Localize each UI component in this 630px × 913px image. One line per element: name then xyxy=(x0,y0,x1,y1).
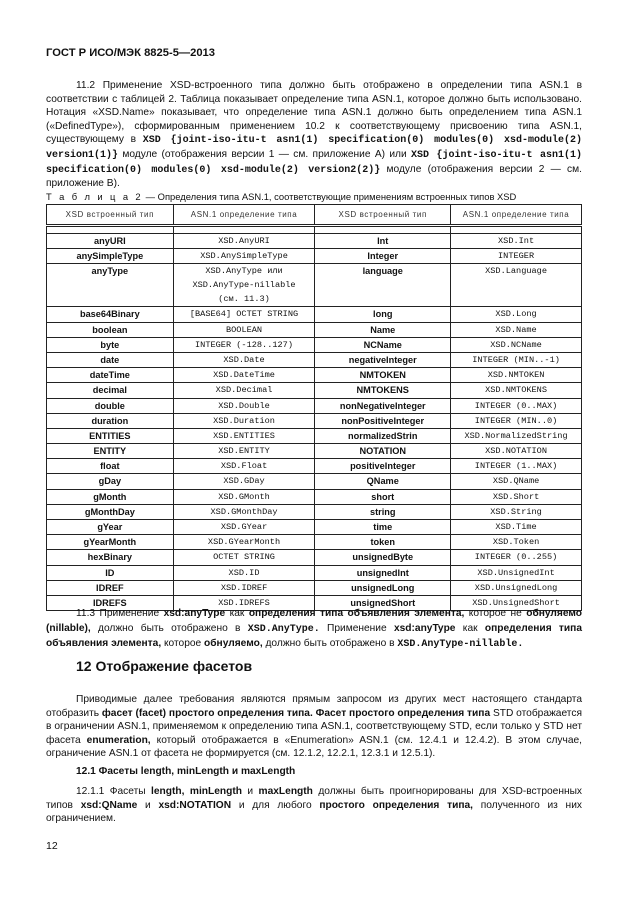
cell-line: unsignedByte xyxy=(352,552,414,563)
xsd-type-cell xyxy=(47,459,174,474)
cell-line: ENTITIES xyxy=(89,430,131,441)
xsd-type-cell xyxy=(47,489,174,504)
asn1-definition-cell xyxy=(451,489,582,504)
asn1-definition-cell xyxy=(173,398,315,413)
xsd-type-cell xyxy=(315,504,451,519)
document-header: ГОСТ Р ИСО/МЭК 8825-5—2013 xyxy=(46,47,215,59)
column-header: ASN.1 определение типа xyxy=(451,205,582,226)
cell-line: INTEGER xyxy=(498,251,535,262)
cell-line: XSD.Token xyxy=(492,537,540,548)
xsd-type-cell xyxy=(47,535,174,550)
asn1-definition-cell xyxy=(173,489,315,504)
subsection-heading: 12.1 Фасеты length, minLength и maxLength xyxy=(76,766,296,777)
asn1-definition-cell xyxy=(451,352,582,367)
asn1-definition-cell xyxy=(451,520,582,535)
cell-line: Integer xyxy=(367,251,399,262)
cell-line: XSD.NormalizedString xyxy=(464,430,568,441)
asn1-definition-cell xyxy=(451,307,582,322)
table-row xyxy=(47,474,582,489)
paragraph-12-intro: Приводимые далее требования являются прямым запросом из других мест настоящего стандарта отобразить фасет (facet) простого определения типа. Фасет простого определения типа STD отображается в ограничении ASN.1, применяемом к определению типа ASN.1, соответствующему STD, если только у STD нет фасета enumeration, который отображается в «Enumeration» ASN.1 (см. 12.4.1 и 12.4.2). В этом случае, ограничение ASN.1 от фасета не формируется (см. 12.1.2, 12.2.1, 12.3.1 и 12.5.1). xyxy=(46,694,582,760)
xsd-type-cell xyxy=(47,383,174,398)
asn1-definition-cell xyxy=(173,428,315,443)
cell-line: Name xyxy=(370,324,396,335)
xsd-type-cell xyxy=(315,383,451,398)
cell-line: XSD.UnsignedInt xyxy=(477,567,555,578)
table-row xyxy=(47,580,582,595)
cell-line: XSD.ENTITIES xyxy=(213,430,275,441)
cell-line: ID xyxy=(105,567,115,578)
table-row xyxy=(47,352,582,367)
xsd-type-cell xyxy=(47,580,174,595)
asn1-definition-cell xyxy=(451,474,582,489)
cell-line: short xyxy=(371,491,395,502)
xsd-type-cell xyxy=(47,444,174,459)
cell-line: date xyxy=(100,354,120,365)
table-row xyxy=(47,565,582,580)
xsd-type-cell xyxy=(315,474,451,489)
cell-line: base64Binary xyxy=(79,309,140,320)
cell-line: string xyxy=(369,506,396,517)
cell-line: XSD.AnyType или xyxy=(205,266,283,277)
xsd-type-cell xyxy=(315,368,451,383)
cell-line: BOOLEAN xyxy=(225,324,263,335)
asn1-definition-cell xyxy=(451,337,582,352)
cell-line: NOTATION xyxy=(359,446,407,457)
asn1-definition-cell xyxy=(173,474,315,489)
cell-line: XSD.UnsignedLong xyxy=(474,582,558,593)
xsd-type-cell xyxy=(315,550,451,565)
asn1-definition-cell xyxy=(173,249,315,264)
cell-line: XSD.GMonthDay xyxy=(210,506,278,517)
xsd-type-cell xyxy=(47,550,174,565)
cell-line: dateTime xyxy=(89,370,130,381)
asn1-definition-cell xyxy=(173,352,315,367)
cell-line: XSD.Name xyxy=(495,324,537,335)
table-row xyxy=(47,234,582,249)
table-row xyxy=(47,504,582,519)
table-row xyxy=(47,264,582,307)
cell-line: nonPositiveInteger xyxy=(341,415,425,426)
paragraph-11-2: 11.2 Применение XSD-встроенного типа должно быть отображено в определении типа ASN.1 в соответствии с таблицей 2. Таблица показывает определение типа ASN.1, которое должно быть использовано. Нотация «XSD.Name» показывает, что определение типа ASN.1 должно быть определением типа ASN.1 («DefinedType»), сформированным применением 10.2 к соответствующему присвоению типа ASN.1, существующему в XSD {joint-iso-itu-t asn1(1) specification(0) modules(0) xsd-module(2) version1(1)} модуле (отображения версии 1 — см. приложение А) или XSD {joint-iso-itu-t asn1(1) specification(0) modules(0) xsd-module(2) version2(2)} модуле (отображения версии 2 — см. приложение В). xyxy=(46,80,582,190)
asn1-definition-cell xyxy=(451,398,582,413)
asn1-definition-cell xyxy=(173,234,315,249)
cell-line: INTEGER (1..MAX) xyxy=(474,461,558,472)
asn1-definition-cell xyxy=(451,322,582,337)
paragraph-12-1-1: 12.1.1 Фасеты length, minLength и maxLength должны быть проигнорированы для XSD-встроенных типов xsd:QName и xsd:NOTATION и для любого простого определения типа, полученного из них ограничением. xyxy=(46,786,582,825)
xsd-type-cell xyxy=(315,322,451,337)
cell-line: token xyxy=(370,537,395,548)
table-row xyxy=(47,368,582,383)
xsd-type-cell xyxy=(315,459,451,474)
xsd-type-cell xyxy=(315,565,451,580)
paragraph-11-3: 11.3 Применение xsd:anyType как определения типа объявления элемента, которое не обнуляемо (nillable), должно быть отображено в XSD.AnyType. Применение xsd:anyType как определения типа объявления элемента, которое обнуляемо, должно быть отображено в XSD.AnyType-nillable. xyxy=(46,608,582,650)
cell-line: anyType xyxy=(91,266,129,277)
xsd-type-cell xyxy=(47,337,174,352)
xsd-type-cell xyxy=(47,307,174,322)
xsd-type-cell xyxy=(315,264,451,307)
page-number: 12 xyxy=(46,840,58,852)
cell-line: gMonth xyxy=(93,491,127,502)
cell-line: XSD.String xyxy=(490,506,542,517)
cell-line: OCTET STRING xyxy=(213,552,275,563)
cell-line: long xyxy=(373,309,393,320)
table-row xyxy=(47,520,582,535)
cell-line: XSD.Double xyxy=(218,400,270,411)
cell-line: XSD.IDREFS xyxy=(218,597,270,608)
cell-line: XSD.NCName xyxy=(490,339,542,350)
cell-line: gYear xyxy=(97,522,123,532)
cell-line: XSD.GDay xyxy=(223,476,265,487)
asn1-definition-cell xyxy=(173,504,315,519)
table-row xyxy=(47,459,582,474)
xsd-type-cell xyxy=(315,249,451,264)
asn1-definition-cell xyxy=(173,337,315,352)
xsd-type-cell xyxy=(315,428,451,443)
cell-line: negativeInteger xyxy=(348,354,417,365)
cell-line: XSD.Decimal xyxy=(215,385,273,396)
asn1-definition-cell xyxy=(451,234,582,249)
cell-line: NMTOKEN xyxy=(359,370,406,381)
cell-line: NCName xyxy=(363,339,402,350)
cell-line: anySimpleType xyxy=(76,251,144,262)
table-spacer-row xyxy=(47,226,582,234)
cell-line: XSD.Date xyxy=(223,354,265,365)
cell-line: XSD.DateTime xyxy=(213,370,275,381)
xsd-type-cell xyxy=(47,234,174,249)
asn1-definition-cell xyxy=(451,459,582,474)
cell-line: XSD.Language xyxy=(485,266,547,277)
table-row xyxy=(47,249,582,264)
cell-line: positiveInteger xyxy=(350,461,416,472)
cell-line: IDREF xyxy=(96,582,124,593)
asn1-definition-cell xyxy=(451,413,582,428)
cell-line: XSD.GMonth xyxy=(218,491,270,502)
cell-line: duration xyxy=(91,415,129,426)
cell-line: XSD.GYearMonth xyxy=(207,537,281,548)
xsd-type-cell xyxy=(47,413,174,428)
cell-line: INTEGER (0..MAX) xyxy=(474,400,558,411)
asn1-definition-cell xyxy=(451,264,582,307)
xsd-type-cell xyxy=(47,264,174,307)
xsd-type-cell xyxy=(315,520,451,535)
xsd-type-cell xyxy=(315,234,451,249)
cell-line: XSD.QName xyxy=(492,476,540,487)
cell-line: XSD.AnyType-nillable xyxy=(192,280,296,291)
cell-line: float xyxy=(100,461,120,472)
asn1-definition-cell xyxy=(451,550,582,565)
asn1-definition-cell xyxy=(173,459,315,474)
table-row xyxy=(47,428,582,443)
cell-line: double xyxy=(94,400,125,411)
xsd-type-cell xyxy=(47,249,174,264)
cell-line: XSD.NMTOKENS xyxy=(485,385,547,396)
xsd-type-cell xyxy=(315,444,451,459)
xsd-type-cell xyxy=(315,580,451,595)
table-row xyxy=(47,489,582,504)
cell-line: IDREFS xyxy=(92,597,127,608)
cell-line: XSD.Duration xyxy=(213,415,275,426)
cell-line: normalizedStrin xyxy=(348,430,418,441)
cell-line: gMonthDay xyxy=(84,506,135,517)
table-row xyxy=(47,444,582,459)
cell-line: XSD.GYear xyxy=(220,522,268,532)
cell-line: byte xyxy=(100,339,120,350)
xsd-type-cell xyxy=(315,337,451,352)
cell-line: unsignedLong xyxy=(351,582,415,593)
cell-line: (см. 11.3) xyxy=(218,294,270,305)
table-row xyxy=(47,398,582,413)
asn1-definition-cell xyxy=(173,322,315,337)
table-row xyxy=(47,337,582,352)
table-row xyxy=(47,307,582,322)
cell-line: boolean xyxy=(92,324,128,335)
asn1-definition-cell xyxy=(451,444,582,459)
xsd-type-cell xyxy=(47,398,174,413)
xsd-type-cell xyxy=(315,413,451,428)
table-header-row xyxy=(47,205,582,226)
table-caption: Т а б л и ц а 2 — Определения типа ASN.1, соответствующие применениям встроенных типов XSD xyxy=(46,191,517,202)
table-row xyxy=(47,322,582,337)
cell-line: ENTITY xyxy=(93,446,127,457)
xsd-type-cell xyxy=(47,428,174,443)
asn1-definition-cell xyxy=(451,580,582,595)
cell-line: QName xyxy=(366,476,399,487)
cell-line: XSD.Time xyxy=(495,522,537,532)
asn1-definition-cell xyxy=(173,264,315,307)
xsd-type-cell xyxy=(47,368,174,383)
cell-line: hexBinary xyxy=(87,552,133,563)
xsd-type-cell xyxy=(315,398,451,413)
xsd-type-cell xyxy=(315,535,451,550)
cell-line: language xyxy=(362,266,403,277)
asn1-definition-cell xyxy=(173,444,315,459)
cell-line: unsignedShort xyxy=(350,597,416,608)
cell-line: gYearMonth xyxy=(83,537,137,548)
xsd-type-cell xyxy=(47,474,174,489)
asn1-definition-cell xyxy=(173,565,315,580)
xsd-type-cell xyxy=(315,489,451,504)
cell-line: XSD.Float xyxy=(220,461,268,472)
asn1-definition-cell xyxy=(173,535,315,550)
cell-line: unsignedInt xyxy=(356,567,409,578)
xsd-type-cell xyxy=(47,322,174,337)
cell-line: INTEGER (-128..127) xyxy=(195,339,294,350)
cell-line: Int xyxy=(377,236,389,246)
table-row xyxy=(47,550,582,565)
table-row xyxy=(47,413,582,428)
cell-line: XSD.NMTOKEN xyxy=(487,370,545,381)
cell-line: XSD.Int xyxy=(498,236,535,246)
asn1-definition-cell xyxy=(173,383,315,398)
cell-line: XSD.NOTATION xyxy=(485,446,547,457)
xsd-type-cell xyxy=(315,307,451,322)
cell-line: INTEGER (0..255) xyxy=(474,552,558,563)
column-header: XSD встроенный тип xyxy=(47,205,174,226)
cell-line: XSD.ENTITY xyxy=(218,446,270,457)
cell-line: anyURI xyxy=(94,236,126,246)
asn1-definition-cell xyxy=(173,550,315,565)
cell-line: decimal xyxy=(92,385,127,396)
asn1-definition-cell xyxy=(451,368,582,383)
xsd-type-cell xyxy=(47,565,174,580)
table-row xyxy=(47,535,582,550)
cell-line: time xyxy=(373,522,393,532)
xsd-type-cell xyxy=(47,352,174,367)
cell-line: gDay xyxy=(98,476,122,487)
column-header: ASN.1 определение типа xyxy=(173,205,315,226)
asn1-definition-cell xyxy=(173,580,315,595)
cell-line: [BASE64] OCTET STRING xyxy=(189,309,299,320)
asn1-definition-cell xyxy=(451,249,582,264)
cell-line: XSD.Long xyxy=(495,309,537,320)
asn1-definition-cell xyxy=(173,307,315,322)
cell-line: XSD.ID xyxy=(228,567,260,578)
column-header: XSD встроенный тип xyxy=(315,205,451,226)
section-heading: 12 Отображение фасетов xyxy=(76,658,253,674)
xsd-type-cell xyxy=(315,352,451,367)
cell-line: XSD.AnySimpleType xyxy=(200,251,288,262)
asn1-definition-cell xyxy=(451,428,582,443)
table-row xyxy=(47,383,582,398)
mapping-table xyxy=(46,204,582,611)
asn1-definition-cell xyxy=(451,565,582,580)
asn1-definition-cell xyxy=(451,383,582,398)
cell-line: XSD.IDREF xyxy=(220,582,268,593)
xsd-type-cell xyxy=(47,504,174,519)
asn1-definition-cell xyxy=(451,535,582,550)
cell-line: INTEGER (MIN..-1) xyxy=(472,354,560,365)
asn1-definition-cell xyxy=(173,520,315,535)
asn1-definition-cell xyxy=(451,504,582,519)
cell-line: XSD.AnyURI xyxy=(218,236,270,246)
cell-line: XSD.UnsignedShort xyxy=(472,597,560,608)
cell-line: XSD.Short xyxy=(492,491,540,502)
xsd-type-cell xyxy=(47,520,174,535)
asn1-definition-cell xyxy=(173,413,315,428)
cell-line: NMTOKENS xyxy=(356,385,409,396)
asn1-definition-cell xyxy=(173,368,315,383)
cell-line: INTEGER (MIN..0) xyxy=(474,415,558,426)
cell-line: nonNegativeInteger xyxy=(339,400,426,411)
